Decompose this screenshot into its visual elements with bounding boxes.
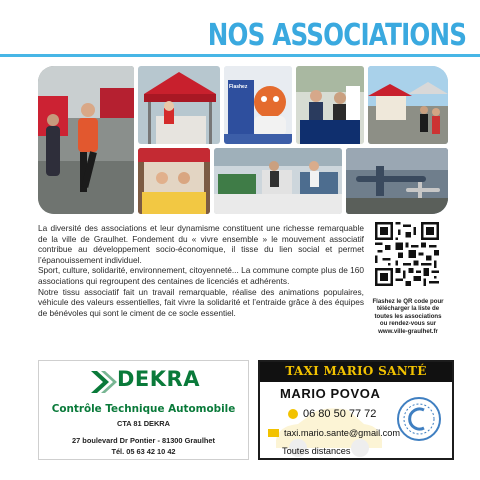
photo-model-airplanes <box>346 148 448 214</box>
photo-info-table <box>296 66 364 144</box>
paragraph-volunteers: Notre tissu associatif fait un travail remarquable, réalise des animations populaires, véhicule des valeurs essentielles, fait vivre la solidarité et l’entraide grâce à des équipes de bénévoles qui sont le ciment de ce socle essentiel. <box>38 286 364 318</box>
mail-icon <box>268 429 279 437</box>
dekra-address: 27 boulevard Dr Pontier - 81300 Graulhet <box>72 436 215 445</box>
dekra-service: Contrôle Technique Automobile <box>51 403 236 415</box>
photo-runner <box>38 66 134 214</box>
ad-dekra <box>38 360 249 460</box>
photo-red-tent <box>138 66 220 144</box>
photo-collage <box>38 66 448 214</box>
taxi-email-row <box>268 428 400 438</box>
photo-hall-stands <box>214 148 342 214</box>
taxi-phone-row <box>288 408 376 420</box>
qr-caption: Flashez le QR code pour télécharger la liste de toutes les associations ou rendez-vous sur www.ville-graulhet.fr <box>364 298 452 335</box>
header-rule <box>0 54 480 57</box>
photo-mascot-stand <box>224 66 292 144</box>
dekra-phone: Tél. 05 63 42 10 42 <box>111 447 176 456</box>
taxi-email[interactable]: taxi.mario.sante@gmail.com <box>284 428 401 438</box>
page-title: NOS ASSOCIATIONS <box>207 18 466 53</box>
dekra-logo-icon <box>89 369 119 395</box>
qr-code-icon[interactable] <box>375 222 439 286</box>
phone-icon <box>288 409 298 419</box>
ad-taxi <box>258 360 454 460</box>
paragraph-stats: Sport, culture, solidarité, environnement, citoyenneté... La commune compte plus de 160 associations qui regroupent des centaines de licenciés et adhérents. <box>38 265 364 286</box>
dekra-brand: DEKRA <box>117 367 200 391</box>
photo-kids-tent <box>138 148 210 214</box>
stand-sign-text: Flashez <box>229 84 248 90</box>
taxi-heading: TAXI MARIO SANTÉ <box>285 364 427 378</box>
dekra-center: CTA 81 DEKRA <box>117 419 170 428</box>
cpam-agreement-badge-icon <box>396 396 442 442</box>
taxi-coverage-row <box>282 446 350 456</box>
taxi-owner-name: MARIO POVOA <box>280 386 381 401</box>
taxi-coverage: Toutes distances <box>282 446 351 456</box>
website-link[interactable]: www.ville-graulhet.fr <box>378 327 438 335</box>
photo-fair-stands <box>368 66 448 144</box>
taxi-phone[interactable]: 06 80 50 77 72 <box>303 408 377 420</box>
paragraph-intro: La diversité des associations et leur dynamisme constituent une richesse remarquable de la ville de Graulhet. Fondement du « vivre ensemble » le mouvement associatif contribue au développement socio-économique, il tisse du lien social et permet l’épanouissement individuel. <box>38 223 364 265</box>
body-text <box>38 223 364 318</box>
